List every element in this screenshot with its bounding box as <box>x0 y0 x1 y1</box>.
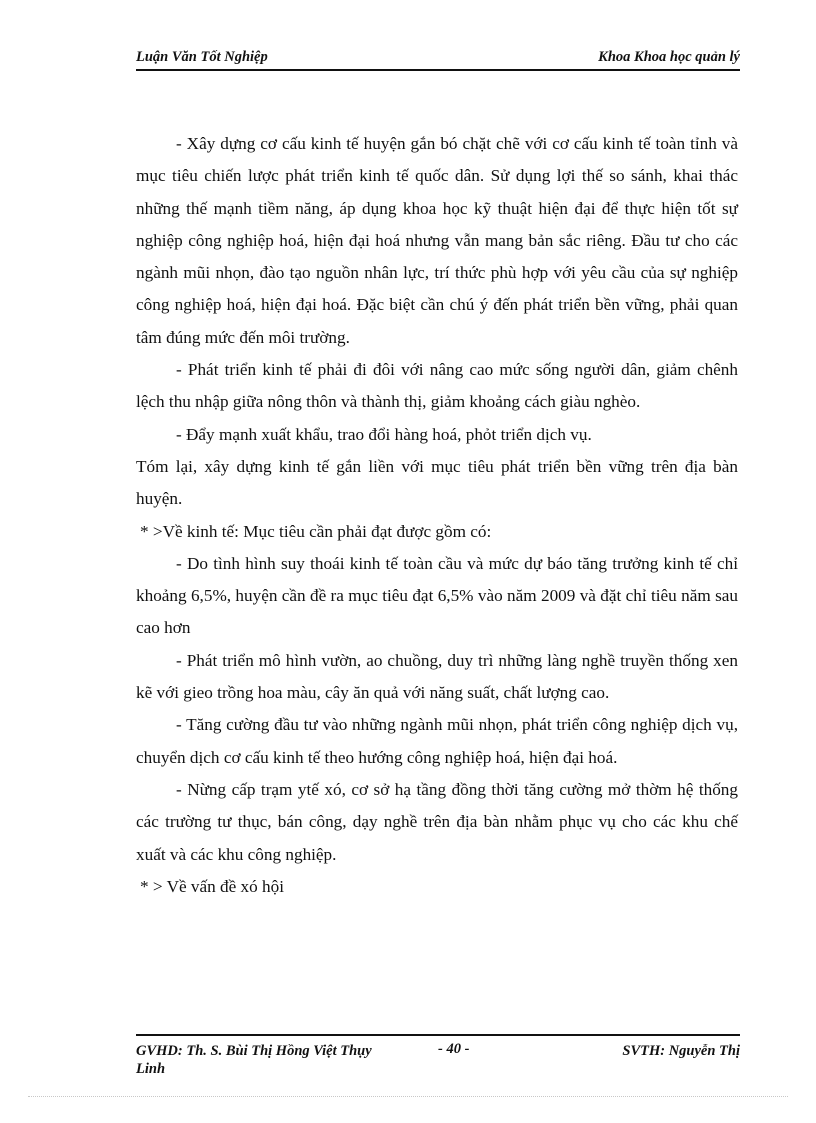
paragraph-exports: - Đẩy mạnh xuất khẩu, trao đổi hàng hoá, phỏt triển dịch vụ. <box>176 424 592 444</box>
page-footer <box>136 1034 740 1077</box>
section-heading-social: * > Về vấn đề xó hội <box>140 876 284 896</box>
section-heading-economy: * >Về kinh tế: Mục tiêu cần phải đạt được gồm có: <box>140 521 492 541</box>
page-bottom-divider <box>28 1096 788 1097</box>
footer-student: SVTH: Nguyễn Thị <box>622 1043 740 1059</box>
paragraph-infrastructure: - Nừng cấp trạm ytế xó, cơ sở hạ tầng đồng thời tăng cường mở thờm hệ thống các trường tư thục, bán công, dạy nghề trên địa bàn nhằm phục vụ cho các khu chế xuất và các khu công nghiệp. <box>136 779 738 864</box>
footer-supervisor: GVHD: Th. S. Bùi Thị Hồng Việt Thụy Linh <box>136 1043 372 1077</box>
paragraph-investment: - Tăng cường đầu tư vào những ngành mũi nhọn, phát triển công nghiệp dịch vụ, chuyển dịch cơ cấu kinh tế theo hướng công nghiệp hoá, hiện đại hoá. <box>136 715 738 767</box>
page-header <box>136 47 740 71</box>
paragraph-growth-target: - Do tình hình suy thoái kinh tế toàn cầu và mức dự báo tăng trưởng kinh tế chỉ khoảng 6,5%, huyện cần đề ra mục tiêu đạt 6,5% vào năm 2009 và đặt chỉ tiêu năm sau cao hơn <box>136 553 738 638</box>
paragraph-living-standards: - Phát triển kinh tế phải đi đôi với nâng cao mức sống người dân, giảm chênh lệch thu nhập giữa nông thôn và thành thị, giảm khoảng cách giàu nghèo. <box>136 360 738 412</box>
header-faculty: Khoa Khoa học quản lý <box>598 49 740 65</box>
header-thesis-title: Luận Văn Tốt Nghiệp <box>136 49 268 65</box>
page-number: - 40 - <box>438 1041 470 1057</box>
paragraph-summary: Tóm lại, xây dựng kinh tế gắn liền với mục tiêu phát triển bền vững trên địa bàn huyện. <box>136 456 738 509</box>
paragraph-economic-structure: - Xây dựng cơ cấu kinh tế huyện gắn bó chặt chẽ với cơ cấu kinh tế toàn tỉnh và mục tiêu chiến lược phát triển kinh tế quốc dân. Sử dụng lợi thế so sánh, khai thác những thế mạnh tiềm năng, áp dụng khoa học kỹ thuật hiện đại để thực hiện tốt sự nghiệp công nghiệp hoá, hiện đại hoá nhưng vẫn mang bản sắc riêng. Đầu tư cho các ngành mũi nhọn, đào tạo nguồn nhân lực, trí thức phù hợp với yêu cầu của sự nghiệp công nghiệp hoá, hiện đại hoá. Đặc biệt cần chú ý đến phát triển bền vững, phải quan tâm đúng mức đến môi trường. <box>136 134 738 347</box>
body-text <box>136 128 738 903</box>
paragraph-garden-model: - Phát triển mô hình vườn, ao chuồng, duy trì những làng nghề truyền thống xen kẽ với gieo trồng hoa màu, cây ăn quả với năng suất, chất lượng cao. <box>136 650 738 703</box>
